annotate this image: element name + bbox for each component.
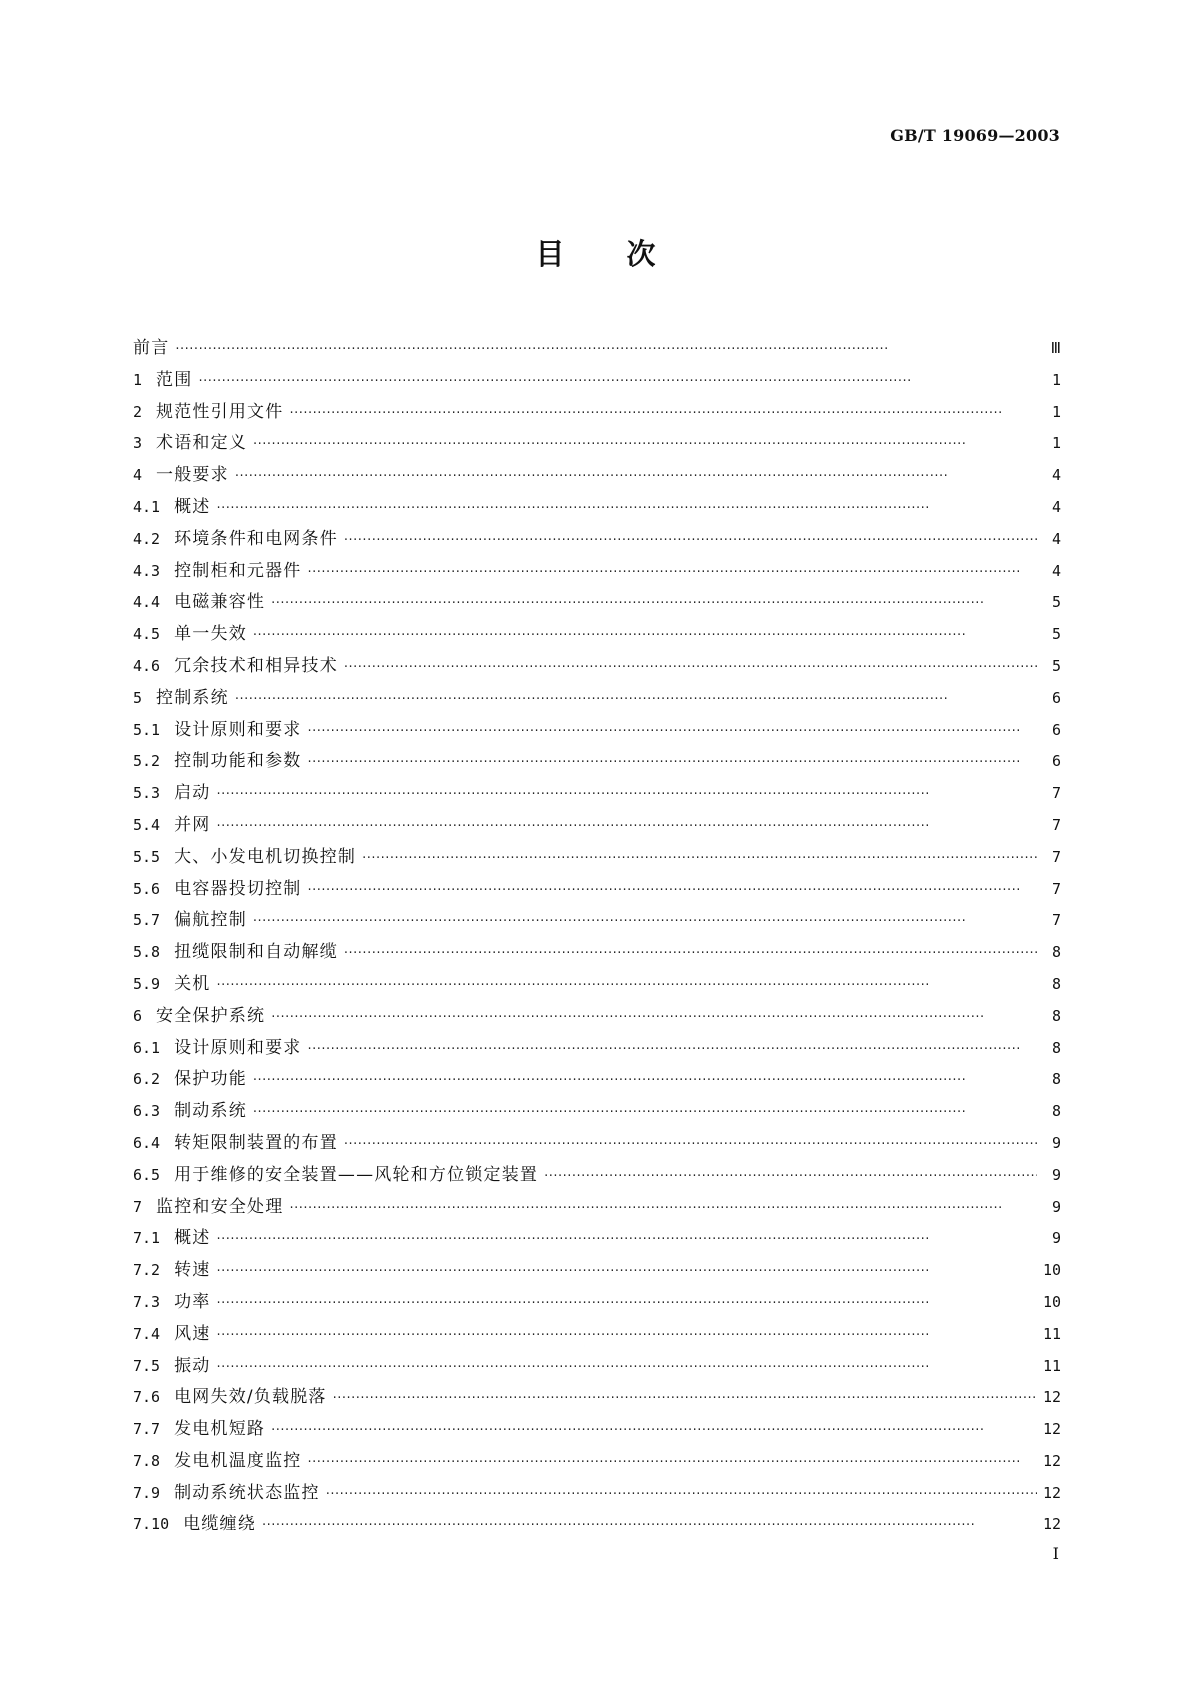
toc-entry-number: 7.2: [133, 1261, 161, 1280]
toc-entry[interactable]: [133, 492, 1061, 524]
toc-entry-label: 关机: [174, 973, 211, 994]
table-of-contents: [133, 333, 1061, 1541]
toc-entry-page: 4: [1051, 529, 1061, 548]
toc-leader-dots: [235, 469, 1037, 484]
toc-entry-number: 5.6: [133, 879, 161, 898]
toc-entry-label: 控制系统: [156, 687, 229, 708]
toc-leader-dots: [326, 1487, 1037, 1502]
toc-entry-number: 7.7: [133, 1420, 161, 1439]
toc-entry-label: 术语和定义: [156, 433, 248, 454]
toc-entry-page: 8: [1051, 1070, 1061, 1089]
toc-entry-number: 5.8: [133, 943, 161, 962]
toc-entry-number: 6: [133, 1006, 143, 1025]
toc-entry[interactable]: [133, 1414, 1061, 1446]
toc-entry-label: 环境条件和电网条件: [174, 528, 338, 549]
toc-entry-number: 7.1: [133, 1229, 161, 1248]
toc-entry[interactable]: [133, 1033, 1061, 1065]
toc-entry-number: 5.3: [133, 784, 161, 803]
toc-entry-page: 5: [1051, 656, 1061, 675]
toc-entry-number: 4.1: [133, 497, 161, 516]
toc-entry-label: 概述: [174, 1228, 211, 1249]
toc-leader-dots: [262, 1518, 1037, 1533]
toc-leader-dots: [175, 342, 1037, 357]
toc-entry-page: 12: [1042, 1515, 1061, 1534]
toc-entry-page: 6: [1051, 752, 1061, 771]
toc-entry-page: 1: [1051, 402, 1061, 421]
toc-entry-page: 12: [1042, 1451, 1061, 1470]
toc-entry-number: 6.3: [133, 1102, 161, 1121]
toc-entry-page: 7: [1051, 815, 1061, 834]
toc-entry-page: 9: [1051, 1229, 1061, 1248]
toc-entry-number: 7: [133, 1197, 143, 1216]
toc-entry-page: 8: [1051, 1006, 1061, 1025]
toc-entry-label: 一般要求: [156, 465, 229, 486]
toc-entry[interactable]: [133, 1478, 1061, 1510]
toc-entry-label: 设计原则和要求: [174, 1037, 302, 1058]
toc-entry-page: 7: [1051, 911, 1061, 930]
toc-entry[interactable]: [133, 1096, 1061, 1128]
toc-entry-number: 4.2: [133, 529, 161, 548]
toc-entry-number: 5.7: [133, 911, 161, 930]
toc-entry-number: 5.4: [133, 815, 161, 834]
toc-entry-page: 4: [1051, 561, 1061, 580]
toc-leader-dots: [217, 1264, 1037, 1279]
toc-entry-page: 6: [1051, 688, 1061, 707]
toc-entry-label: 规范性引用文件: [156, 401, 284, 422]
toc-entry-number: 4.6: [133, 656, 161, 675]
toc-leader-dots: [289, 406, 1037, 421]
toc-entry-page: 10: [1042, 1292, 1061, 1311]
toc-entry-label: 并网: [174, 814, 211, 835]
standard-code: GB/T 19069—2003: [890, 126, 1060, 145]
toc-entry-label: 用于维修的安全装置——风轮和方位锁定装置: [174, 1164, 539, 1185]
toc-entry[interactable]: [133, 746, 1061, 778]
toc-entry[interactable]: [133, 874, 1061, 906]
toc-entry-number: 3: [133, 434, 143, 453]
toc-leader-dots: [217, 1328, 1037, 1343]
toc-leader-dots: [362, 851, 1037, 866]
toc-entry-label: 转速: [174, 1260, 211, 1281]
toc-entry-page: 9: [1051, 1133, 1061, 1152]
toc-entry[interactable]: [133, 1160, 1061, 1192]
toc-entry-number: 7.10: [133, 1515, 170, 1534]
toc-leader-dots: [308, 883, 1038, 898]
toc-entry[interactable]: [133, 969, 1061, 1001]
toc-entry-label: 制动系统: [174, 1101, 247, 1122]
toc-entry-page: 1: [1051, 434, 1061, 453]
toc-entry[interactable]: [133, 1319, 1061, 1351]
toc-entry-label: 转矩限制装置的布置: [174, 1132, 338, 1153]
toc-leader-dots: [217, 501, 1038, 516]
toc-entry[interactable]: [133, 587, 1061, 619]
toc-entry-label: 电网失效/负载脱落: [174, 1387, 327, 1408]
toc-leader-dots: [253, 914, 1037, 929]
toc-entry-page: 11: [1042, 1324, 1061, 1343]
toc-entry[interactable]: [133, 937, 1061, 969]
toc-entry[interactable]: [133, 1287, 1061, 1319]
toc-entry-number: 7.4: [133, 1324, 161, 1343]
toc-entry[interactable]: [133, 524, 1061, 556]
toc-leader-dots: [544, 1169, 1037, 1184]
toc-leader-dots: [253, 1073, 1037, 1088]
toc-entry-page: 10: [1042, 1261, 1061, 1280]
toc-entry-page: 7: [1051, 879, 1061, 898]
toc-entry-label: 控制功能和参数: [174, 751, 302, 772]
toc-entry-page: 5: [1051, 625, 1061, 644]
toc-leader-dots: [271, 1010, 1037, 1025]
toc-entry-label: 发电机短路: [174, 1419, 266, 1440]
toc-leader-dots: [271, 596, 1037, 611]
toc-entry-number: 6.2: [133, 1070, 161, 1089]
toc-entry[interactable]: [133, 1223, 1061, 1255]
toc-entry-label: 安全保护系统: [156, 1005, 266, 1026]
toc-entry-number: 4.4: [133, 593, 161, 612]
page-number: I: [1052, 1544, 1059, 1563]
toc-leader-dots: [344, 946, 1037, 961]
toc-leader-dots: [344, 1137, 1037, 1152]
toc-leader-dots: [308, 1455, 1037, 1470]
toc-leader-dots: [308, 1042, 1038, 1057]
toc-entry[interactable]: [133, 778, 1061, 810]
toc-entry-page: 12: [1042, 1483, 1061, 1502]
toc-leader-dots: [217, 819, 1038, 834]
toc-entry[interactable]: [133, 905, 1061, 937]
toc-entry[interactable]: [133, 715, 1061, 747]
toc-entry-label: 设计原则和要求: [174, 719, 302, 740]
toc-entry-label: 电容器投切控制: [174, 878, 302, 899]
toc-entry-number: 6.5: [133, 1165, 161, 1184]
toc-entry[interactable]: [133, 1351, 1061, 1383]
toc-entry-page: 7: [1051, 784, 1061, 803]
toc-leader-dots: [235, 692, 1037, 707]
toc-entry[interactable]: [133, 397, 1061, 429]
toc-entry-label: 风速: [174, 1323, 211, 1344]
toc-entry[interactable]: [133, 1001, 1061, 1033]
toc-entry[interactable]: [133, 365, 1061, 397]
toc-entry-number: 5: [133, 688, 143, 707]
toc-entry-page: 8: [1051, 1102, 1061, 1121]
toc-leader-dots: [253, 437, 1037, 452]
toc-entry-label: 扭缆限制和自动解缆: [174, 942, 338, 963]
toc-leader-dots: [308, 724, 1038, 739]
toc-entry[interactable]: [133, 556, 1061, 588]
toc-entry-number: 5.9: [133, 974, 161, 993]
toc-leader-dots: [271, 1423, 1037, 1438]
toc-entry-label: 前言: [133, 338, 170, 358]
toc-entry-page: 6: [1051, 720, 1061, 739]
toc-entry[interactable]: [133, 1509, 1061, 1541]
page-title: 目 次: [535, 237, 656, 271]
toc-entry-number: 6.1: [133, 1038, 161, 1057]
toc-entry-label: 监控和安全处理: [156, 1196, 284, 1217]
toc-entry[interactable]: [133, 1255, 1061, 1287]
toc-entry-label: 电磁兼容性: [174, 592, 266, 613]
toc-entry[interactable]: [133, 1382, 1061, 1414]
toc-entry-number: 5.2: [133, 752, 161, 771]
toc-entry-label: 电缆缠绕: [183, 1514, 256, 1535]
toc-entry-label: 大、小发电机切换控制: [174, 846, 357, 867]
toc-entry[interactable]: [133, 1192, 1061, 1224]
toc-entry[interactable]: [133, 683, 1061, 715]
toc-entry-page: 12: [1042, 1420, 1061, 1439]
toc-entry[interactable]: [133, 428, 1061, 460]
toc-entry-page: 12: [1042, 1388, 1061, 1407]
toc-entry[interactable]: [133, 810, 1061, 842]
toc-leader-dots: [308, 565, 1038, 580]
toc-entry[interactable]: [133, 1446, 1061, 1478]
toc-entry-page: 9: [1051, 1197, 1061, 1216]
toc-entry-page: 11: [1042, 1356, 1061, 1375]
toc-entry-number: 7.5: [133, 1356, 161, 1375]
toc-entry-label: 制动系统状态监控: [174, 1482, 320, 1503]
toc-entry-label: 启动: [174, 783, 211, 804]
toc-entry-page: 8: [1051, 974, 1061, 993]
toc-entry-number: 7.6: [133, 1388, 161, 1407]
toc-entry-number: 7.8: [133, 1451, 161, 1470]
toc-entry-number: 7.3: [133, 1292, 161, 1311]
toc-entry-page: Ⅲ: [1050, 339, 1061, 357]
toc-entry-label: 范围: [156, 369, 193, 390]
toc-entry-number: 4.5: [133, 625, 161, 644]
toc-entry-page: 4: [1051, 466, 1061, 485]
toc-entry[interactable]: [133, 651, 1061, 683]
toc-leader-dots: [308, 755, 1038, 770]
toc-entry-page: 4: [1051, 497, 1061, 516]
toc-entry[interactable]: [133, 333, 1061, 365]
toc-entry-number: 2: [133, 402, 143, 421]
toc-entry-label: 冗余技术和相异技术: [174, 655, 338, 676]
toc-leader-dots: [289, 1201, 1037, 1216]
toc-entry-label: 概述: [174, 496, 211, 517]
toc-entry[interactable]: [133, 1128, 1061, 1160]
toc-entry[interactable]: [133, 619, 1061, 651]
toc-entry[interactable]: [133, 842, 1061, 874]
toc-entry-label: 发电机温度监控: [174, 1450, 302, 1471]
toc-leader-dots: [198, 374, 1037, 389]
toc-leader-dots: [217, 1296, 1037, 1311]
toc-entry[interactable]: [133, 1064, 1061, 1096]
toc-entry-label: 保护功能: [174, 1069, 247, 1090]
toc-leader-dots: [253, 628, 1037, 643]
toc-leader-dots: [344, 533, 1037, 548]
toc-entry-page: 1: [1051, 370, 1061, 389]
toc-entry[interactable]: [133, 460, 1061, 492]
toc-entry-number: 5.5: [133, 847, 161, 866]
toc-entry-number: 4.3: [133, 561, 161, 580]
toc-entry-number: 6.4: [133, 1133, 161, 1152]
toc-entry-page: 9: [1051, 1165, 1061, 1184]
toc-entry-label: 振动: [174, 1355, 211, 1376]
toc-entry-number: 4: [133, 466, 143, 485]
toc-leader-dots: [217, 1360, 1037, 1375]
toc-leader-dots: [253, 1105, 1037, 1120]
toc-leader-dots: [217, 787, 1038, 802]
toc-leader-dots: [333, 1391, 1037, 1406]
toc-entry-label: 功率: [174, 1291, 211, 1312]
toc-entry-number: 7.9: [133, 1483, 161, 1502]
toc-entry-page: 7: [1051, 847, 1061, 866]
toc-entry-number: 1: [133, 370, 143, 389]
toc-entry-page: 8: [1051, 943, 1061, 962]
toc-entry-label: 控制柜和元器件: [174, 560, 302, 581]
toc-leader-dots: [217, 1232, 1038, 1247]
toc-entry-label: 偏航控制: [174, 910, 247, 931]
toc-entry-page: 8: [1051, 1038, 1061, 1057]
toc-entry-number: 5.1: [133, 720, 161, 739]
toc-leader-dots: [344, 660, 1037, 675]
toc-entry-label: 单一失效: [174, 624, 247, 645]
toc-entry-page: 5: [1051, 593, 1061, 612]
toc-leader-dots: [217, 978, 1038, 993]
